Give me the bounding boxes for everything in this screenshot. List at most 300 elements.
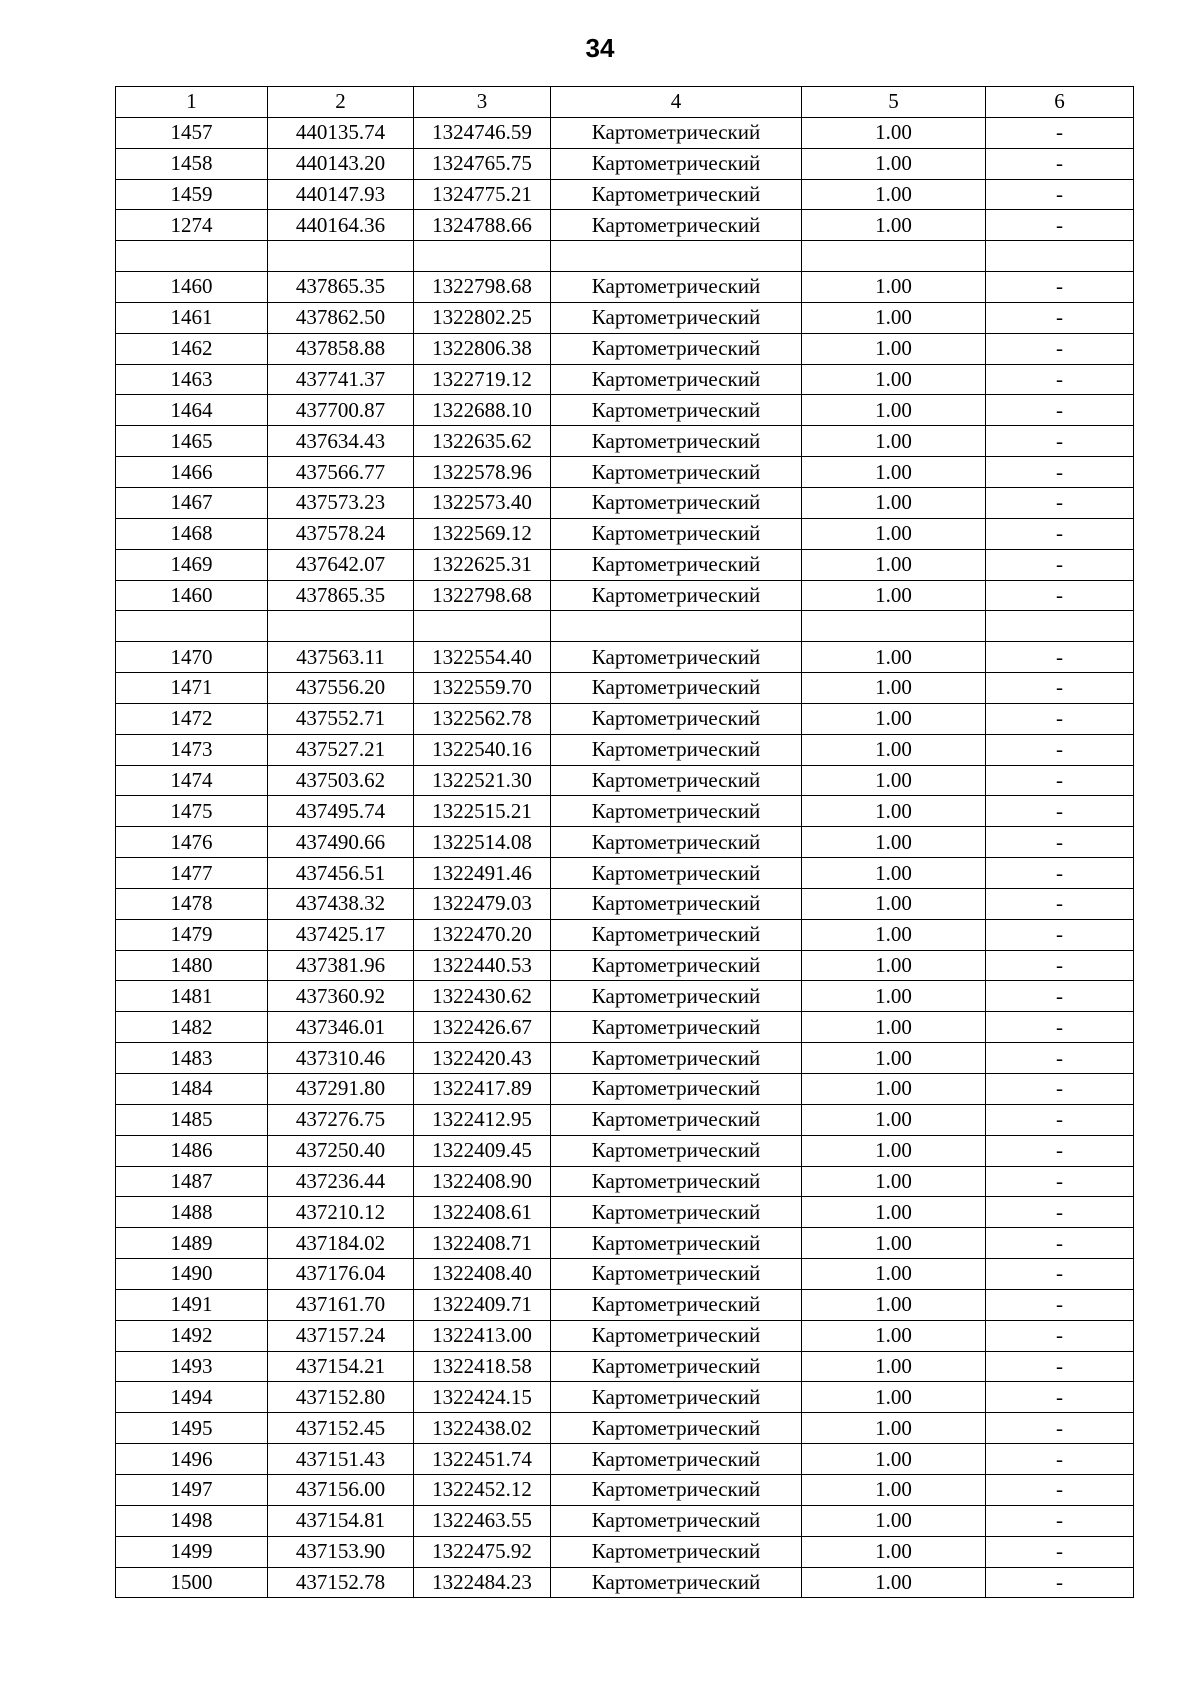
method-cell: Картометрический <box>551 302 802 333</box>
y-coordinate-cell: 1322451.74 <box>414 1444 551 1475</box>
table-row <box>116 1012 1134 1043</box>
note-cell: - <box>986 1012 1134 1043</box>
table-row <box>116 1259 1134 1290</box>
method-cell: Картометрический <box>551 1012 802 1043</box>
table-row <box>116 888 1134 919</box>
y-coordinate-cell: 1322408.90 <box>414 1166 551 1197</box>
note-cell: - <box>986 272 1134 303</box>
table-row <box>116 117 1134 148</box>
table-row <box>116 457 1134 488</box>
point-number-cell: 1482 <box>116 1012 268 1043</box>
accuracy-cell <box>802 611 986 642</box>
point-number-cell: 1480 <box>116 950 268 981</box>
note-cell: - <box>986 642 1134 673</box>
accuracy-cell: 1.00 <box>802 302 986 333</box>
header-row <box>116 87 1134 118</box>
point-number-cell: 1476 <box>116 827 268 858</box>
accuracy-cell: 1.00 <box>802 919 986 950</box>
x-coordinate-cell: 437210.12 <box>268 1197 414 1228</box>
point-number-cell <box>116 241 268 272</box>
note-cell: - <box>986 333 1134 364</box>
x-coordinate-cell: 437456.51 <box>268 858 414 889</box>
accuracy-cell: 1.00 <box>802 673 986 704</box>
note-cell: - <box>986 117 1134 148</box>
coordinates-table <box>115 86 1134 1598</box>
table-row <box>116 1104 1134 1135</box>
y-coordinate-cell: 1322430.62 <box>414 981 551 1012</box>
table-row <box>116 858 1134 889</box>
point-number-cell: 1489 <box>116 1228 268 1259</box>
method-cell: Картометрический <box>551 1074 802 1105</box>
table-row <box>116 1413 1134 1444</box>
y-coordinate-cell: 1322463.55 <box>414 1505 551 1536</box>
x-coordinate-cell: 437425.17 <box>268 919 414 950</box>
point-number-cell: 1464 <box>116 395 268 426</box>
method-cell: Картометрический <box>551 1166 802 1197</box>
method-cell: Картометрический <box>551 734 802 765</box>
method-cell <box>551 611 802 642</box>
x-coordinate-cell: 437490.66 <box>268 827 414 858</box>
note-cell: - <box>986 1444 1134 1475</box>
y-coordinate-cell: 1322412.95 <box>414 1104 551 1135</box>
point-number-cell: 1485 <box>116 1104 268 1135</box>
y-coordinate-cell: 1322688.10 <box>414 395 551 426</box>
x-coordinate-cell: 437154.21 <box>268 1351 414 1382</box>
point-number-cell: 1458 <box>116 148 268 179</box>
x-coordinate-cell: 437154.81 <box>268 1505 414 1536</box>
table-row <box>116 1197 1134 1228</box>
note-cell: - <box>986 210 1134 241</box>
accuracy-cell: 1.00 <box>802 1444 986 1475</box>
method-cell: Картометрический <box>551 518 802 549</box>
y-coordinate-cell <box>414 611 551 642</box>
accuracy-cell: 1.00 <box>802 117 986 148</box>
x-coordinate-cell: 437250.40 <box>268 1135 414 1166</box>
x-coordinate-cell: 437495.74 <box>268 796 414 827</box>
accuracy-cell: 1.00 <box>802 734 986 765</box>
x-coordinate-cell: 437184.02 <box>268 1228 414 1259</box>
accuracy-cell: 1.00 <box>802 1043 986 1074</box>
column-header-2: 2 <box>268 87 414 118</box>
x-coordinate-cell: 437310.46 <box>268 1043 414 1074</box>
point-number-cell: 1484 <box>116 1074 268 1105</box>
method-cell: Картометрический <box>551 673 802 704</box>
y-coordinate-cell: 1322578.96 <box>414 457 551 488</box>
y-coordinate-cell: 1322719.12 <box>414 364 551 395</box>
x-coordinate-cell: 437151.43 <box>268 1444 414 1475</box>
table-row <box>116 272 1134 303</box>
method-cell: Картометрический <box>551 1104 802 1135</box>
note-cell: - <box>986 302 1134 333</box>
x-coordinate-cell: 437552.71 <box>268 703 414 734</box>
y-coordinate-cell: 1322420.43 <box>414 1043 551 1074</box>
y-coordinate-cell: 1322806.38 <box>414 333 551 364</box>
x-coordinate-cell: 437563.11 <box>268 642 414 673</box>
method-cell: Картометрический <box>551 765 802 796</box>
note-cell: - <box>986 858 1134 889</box>
table-row <box>116 518 1134 549</box>
x-coordinate-cell: 437634.43 <box>268 426 414 457</box>
y-coordinate-cell: 1322408.61 <box>414 1197 551 1228</box>
accuracy-cell: 1.00 <box>802 1259 986 1290</box>
point-number-cell: 1457 <box>116 117 268 148</box>
note-cell: - <box>986 1320 1134 1351</box>
note-cell: - <box>986 179 1134 210</box>
table-row <box>116 1228 1134 1259</box>
accuracy-cell: 1.00 <box>802 395 986 426</box>
accuracy-cell: 1.00 <box>802 364 986 395</box>
x-coordinate-cell: 437153.90 <box>268 1536 414 1567</box>
column-header-3: 3 <box>414 87 551 118</box>
method-cell: Картометрический <box>551 1043 802 1074</box>
method-cell: Картометрический <box>551 426 802 457</box>
note-cell: - <box>986 1536 1134 1567</box>
method-cell: Картометрический <box>551 117 802 148</box>
note-cell: - <box>986 1074 1134 1105</box>
point-number-cell: 1473 <box>116 734 268 765</box>
table-row <box>116 1043 1134 1074</box>
point-number-cell: 1474 <box>116 765 268 796</box>
accuracy-cell: 1.00 <box>802 827 986 858</box>
table-row <box>116 1289 1134 1320</box>
note-cell <box>986 611 1134 642</box>
point-number-cell: 1500 <box>116 1567 268 1598</box>
table-row <box>116 1474 1134 1505</box>
y-coordinate-cell: 1322521.30 <box>414 765 551 796</box>
method-cell: Картометрический <box>551 148 802 179</box>
accuracy-cell: 1.00 <box>802 765 986 796</box>
method-cell: Картометрический <box>551 333 802 364</box>
y-coordinate-cell: 1322408.40 <box>414 1259 551 1290</box>
x-coordinate-cell: 437157.24 <box>268 1320 414 1351</box>
point-number-cell: 1499 <box>116 1536 268 1567</box>
method-cell: Картометрический <box>551 888 802 919</box>
y-coordinate-cell: 1324765.75 <box>414 148 551 179</box>
method-cell: Картометрический <box>551 1320 802 1351</box>
point-number-cell: 1466 <box>116 457 268 488</box>
method-cell: Картометрический <box>551 1259 802 1290</box>
table-row <box>116 950 1134 981</box>
note-cell: - <box>986 1413 1134 1444</box>
note-cell: - <box>986 1135 1134 1166</box>
table-row <box>116 1536 1134 1567</box>
accuracy-cell: 1.00 <box>802 457 986 488</box>
accuracy-cell: 1.00 <box>802 518 986 549</box>
note-cell: - <box>986 549 1134 580</box>
method-cell: Картометрический <box>551 1474 802 1505</box>
y-coordinate-cell: 1322475.92 <box>414 1536 551 1567</box>
x-coordinate-cell: 437865.35 <box>268 272 414 303</box>
accuracy-cell: 1.00 <box>802 487 986 518</box>
point-number-cell: 1463 <box>116 364 268 395</box>
x-coordinate-cell: 437862.50 <box>268 302 414 333</box>
column-header-5: 5 <box>802 87 986 118</box>
point-number-cell: 1493 <box>116 1351 268 1382</box>
note-cell: - <box>986 765 1134 796</box>
y-coordinate-cell: 1322418.58 <box>414 1351 551 1382</box>
table-row <box>116 210 1134 241</box>
table-row <box>116 1444 1134 1475</box>
table-row <box>116 827 1134 858</box>
accuracy-cell: 1.00 <box>802 1320 986 1351</box>
x-coordinate-cell: 437527.21 <box>268 734 414 765</box>
method-cell: Картометрический <box>551 1536 802 1567</box>
note-cell: - <box>986 518 1134 549</box>
x-coordinate-cell: 437741.37 <box>268 364 414 395</box>
method-cell: Картометрический <box>551 457 802 488</box>
method-cell: Картометрический <box>551 364 802 395</box>
method-cell: Картометрический <box>551 395 802 426</box>
method-cell: Картометрический <box>551 210 802 241</box>
table-row <box>116 919 1134 950</box>
point-number-cell: 1461 <box>116 302 268 333</box>
y-coordinate-cell: 1322802.25 <box>414 302 551 333</box>
table-row <box>116 1320 1134 1351</box>
table-row <box>116 302 1134 333</box>
accuracy-cell: 1.00 <box>802 272 986 303</box>
x-coordinate-cell: 437642.07 <box>268 549 414 580</box>
x-coordinate-cell: 437566.77 <box>268 457 414 488</box>
accuracy-cell: 1.00 <box>802 1197 986 1228</box>
x-coordinate-cell: 437152.78 <box>268 1567 414 1598</box>
accuracy-cell: 1.00 <box>802 1351 986 1382</box>
point-number-cell: 1468 <box>116 518 268 549</box>
x-coordinate-cell: 437291.80 <box>268 1074 414 1105</box>
note-cell: - <box>986 1197 1134 1228</box>
point-number-cell: 1478 <box>116 888 268 919</box>
accuracy-cell: 1.00 <box>802 148 986 179</box>
method-cell: Картометрический <box>551 796 802 827</box>
method-cell: Картометрический <box>551 179 802 210</box>
y-coordinate-cell: 1322515.21 <box>414 796 551 827</box>
x-coordinate-cell: 437700.87 <box>268 395 414 426</box>
accuracy-cell: 1.00 <box>802 210 986 241</box>
y-coordinate-cell: 1322562.78 <box>414 703 551 734</box>
point-number-cell: 1469 <box>116 549 268 580</box>
accuracy-cell <box>802 241 986 272</box>
accuracy-cell: 1.00 <box>802 1536 986 1567</box>
method-cell: Картометрический <box>551 950 802 981</box>
note-cell: - <box>986 426 1134 457</box>
table-row <box>116 1567 1134 1598</box>
y-coordinate-cell: 1322569.12 <box>414 518 551 549</box>
method-cell: Картометрический <box>551 1197 802 1228</box>
x-coordinate-cell: 437346.01 <box>268 1012 414 1043</box>
method-cell: Картометрический <box>551 1382 802 1413</box>
table-row <box>116 981 1134 1012</box>
y-coordinate-cell: 1322408.71 <box>414 1228 551 1259</box>
note-cell: - <box>986 1474 1134 1505</box>
point-number-cell: 1479 <box>116 919 268 950</box>
point-number-cell: 1462 <box>116 333 268 364</box>
method-cell: Картометрический <box>551 272 802 303</box>
x-coordinate-cell: 440147.93 <box>268 179 414 210</box>
accuracy-cell: 1.00 <box>802 426 986 457</box>
table-row <box>116 1382 1134 1413</box>
x-coordinate-cell: 437438.32 <box>268 888 414 919</box>
accuracy-cell: 1.00 <box>802 1228 986 1259</box>
point-number-cell: 1495 <box>116 1413 268 1444</box>
accuracy-cell: 1.00 <box>802 1567 986 1598</box>
note-cell: - <box>986 457 1134 488</box>
table-row <box>116 1505 1134 1536</box>
table-row <box>116 426 1134 457</box>
method-cell: Картометрический <box>551 703 802 734</box>
accuracy-cell: 1.00 <box>802 1074 986 1105</box>
y-coordinate-cell: 1324788.66 <box>414 210 551 241</box>
table-row <box>116 642 1134 673</box>
x-coordinate-cell: 440143.20 <box>268 148 414 179</box>
table-row <box>116 796 1134 827</box>
y-coordinate-cell: 1322470.20 <box>414 919 551 950</box>
method-cell: Картометрический <box>551 1567 802 1598</box>
note-cell: - <box>986 487 1134 518</box>
column-header-6: 6 <box>986 87 1134 118</box>
table-row <box>116 395 1134 426</box>
method-cell: Картометрический <box>551 1289 802 1320</box>
accuracy-cell: 1.00 <box>802 333 986 364</box>
y-coordinate-cell: 1322514.08 <box>414 827 551 858</box>
accuracy-cell: 1.00 <box>802 796 986 827</box>
method-cell <box>551 241 802 272</box>
accuracy-cell: 1.00 <box>802 888 986 919</box>
note-cell: - <box>986 703 1134 734</box>
y-coordinate-cell: 1322409.71 <box>414 1289 551 1320</box>
method-cell: Картометрический <box>551 1351 802 1382</box>
method-cell: Картометрический <box>551 642 802 673</box>
x-coordinate-cell: 437236.44 <box>268 1166 414 1197</box>
y-coordinate-cell: 1322426.67 <box>414 1012 551 1043</box>
x-coordinate-cell: 437578.24 <box>268 518 414 549</box>
note-cell: - <box>986 1289 1134 1320</box>
point-number-cell: 1459 <box>116 179 268 210</box>
method-cell: Картометрический <box>551 919 802 950</box>
note-cell: - <box>986 981 1134 1012</box>
note-cell: - <box>986 734 1134 765</box>
note-cell: - <box>986 148 1134 179</box>
accuracy-cell: 1.00 <box>802 1104 986 1135</box>
page-number: 34 <box>585 33 615 63</box>
accuracy-cell: 1.00 <box>802 1413 986 1444</box>
method-cell: Картометрический <box>551 858 802 889</box>
method-cell: Картометрический <box>551 580 802 611</box>
point-number-cell: 1486 <box>116 1135 268 1166</box>
table-row <box>116 1351 1134 1382</box>
column-header-1: 1 <box>116 87 268 118</box>
y-coordinate-cell <box>414 241 551 272</box>
x-coordinate-cell: 437503.62 <box>268 765 414 796</box>
accuracy-cell: 1.00 <box>802 549 986 580</box>
point-number-cell: 1471 <box>116 673 268 704</box>
table-row <box>116 703 1134 734</box>
note-cell: - <box>986 673 1134 704</box>
accuracy-cell: 1.00 <box>802 1474 986 1505</box>
table-row <box>116 673 1134 704</box>
point-number-cell: 1490 <box>116 1259 268 1290</box>
point-number-cell: 1477 <box>116 858 268 889</box>
y-coordinate-cell: 1322554.40 <box>414 642 551 673</box>
y-coordinate-cell: 1322635.62 <box>414 426 551 457</box>
table-row <box>116 487 1134 518</box>
note-cell <box>986 241 1134 272</box>
y-coordinate-cell: 1322409.45 <box>414 1135 551 1166</box>
point-number-cell: 1494 <box>116 1382 268 1413</box>
point-number-cell: 1465 <box>116 426 268 457</box>
note-cell: - <box>986 919 1134 950</box>
note-cell: - <box>986 1259 1134 1290</box>
accuracy-cell: 1.00 <box>802 981 986 1012</box>
method-cell: Картометрический <box>551 981 802 1012</box>
point-number-cell: 1491 <box>116 1289 268 1320</box>
x-coordinate-cell <box>268 241 414 272</box>
accuracy-cell: 1.00 <box>802 179 986 210</box>
method-cell: Картометрический <box>551 1228 802 1259</box>
x-coordinate-cell: 437276.75 <box>268 1104 414 1135</box>
accuracy-cell: 1.00 <box>802 1012 986 1043</box>
point-number-cell: 1460 <box>116 580 268 611</box>
x-coordinate-cell: 440164.36 <box>268 210 414 241</box>
point-number-cell: 1498 <box>116 1505 268 1536</box>
blank-separator-row <box>116 611 1134 642</box>
table-row <box>116 765 1134 796</box>
note-cell: - <box>986 1351 1134 1382</box>
y-coordinate-cell: 1322491.46 <box>414 858 551 889</box>
accuracy-cell: 1.00 <box>802 1289 986 1320</box>
x-coordinate-cell: 437360.92 <box>268 981 414 1012</box>
blank-separator-row <box>116 241 1134 272</box>
x-coordinate-cell: 437858.88 <box>268 333 414 364</box>
note-cell: - <box>986 1505 1134 1536</box>
note-cell: - <box>986 1104 1134 1135</box>
y-coordinate-cell: 1322452.12 <box>414 1474 551 1505</box>
y-coordinate-cell: 1322798.68 <box>414 272 551 303</box>
x-coordinate-cell: 437381.96 <box>268 950 414 981</box>
accuracy-cell: 1.00 <box>802 1382 986 1413</box>
note-cell: - <box>986 1382 1134 1413</box>
note-cell: - <box>986 364 1134 395</box>
note-cell: - <box>986 1567 1134 1598</box>
point-number-cell: 1481 <box>116 981 268 1012</box>
x-coordinate-cell: 437573.23 <box>268 487 414 518</box>
y-coordinate-cell: 1322559.70 <box>414 673 551 704</box>
y-coordinate-cell: 1322573.40 <box>414 487 551 518</box>
note-cell: - <box>986 950 1134 981</box>
point-number-cell: 1467 <box>116 487 268 518</box>
point-number-cell: 1497 <box>116 1474 268 1505</box>
x-coordinate-cell: 437152.80 <box>268 1382 414 1413</box>
y-coordinate-cell: 1324775.21 <box>414 179 551 210</box>
point-number-cell: 1472 <box>116 703 268 734</box>
accuracy-cell: 1.00 <box>802 1135 986 1166</box>
note-cell: - <box>986 888 1134 919</box>
table-row <box>116 580 1134 611</box>
x-coordinate-cell: 437556.20 <box>268 673 414 704</box>
point-number-cell: 1274 <box>116 210 268 241</box>
note-cell: - <box>986 580 1134 611</box>
method-cell: Картометрический <box>551 1135 802 1166</box>
point-number-cell: 1475 <box>116 796 268 827</box>
point-number-cell: 1496 <box>116 1444 268 1475</box>
x-coordinate-cell: 437152.45 <box>268 1413 414 1444</box>
method-cell: Картометрический <box>551 1505 802 1536</box>
x-coordinate-cell: 437176.04 <box>268 1259 414 1290</box>
table-row <box>116 364 1134 395</box>
y-coordinate-cell: 1322798.68 <box>414 580 551 611</box>
y-coordinate-cell: 1322417.89 <box>414 1074 551 1105</box>
note-cell: - <box>986 1228 1134 1259</box>
y-coordinate-cell: 1322413.00 <box>414 1320 551 1351</box>
y-coordinate-cell: 1324746.59 <box>414 117 551 148</box>
